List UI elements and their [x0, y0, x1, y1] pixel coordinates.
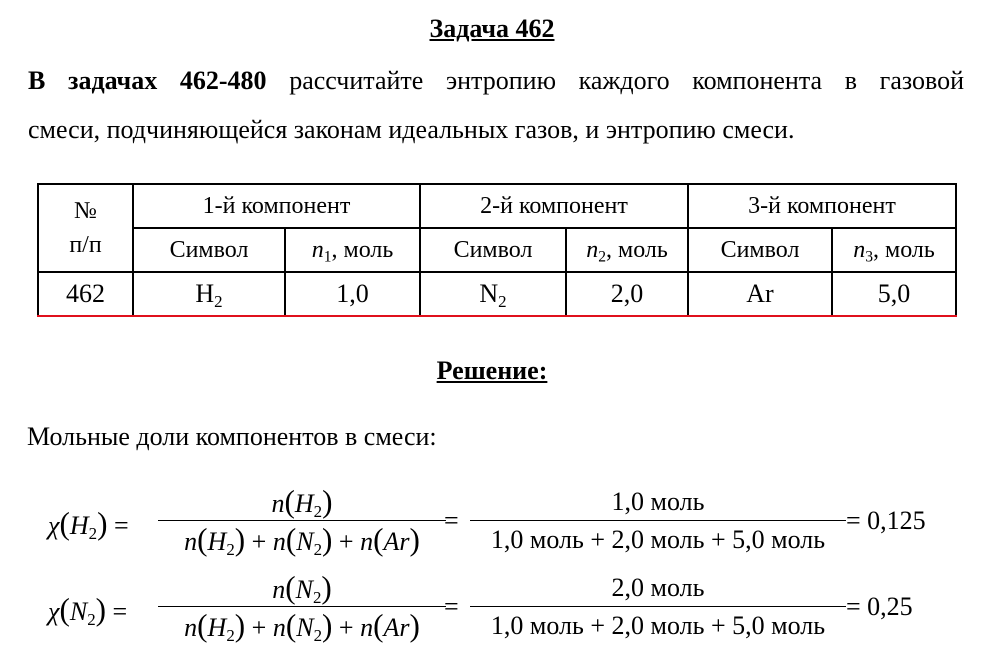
cell-symbol-1: $H_2$: [133, 272, 285, 316]
symbolic-fraction: $n(H_2)$ $n(H_2) + n(N_2) + n(Ar)$: [158, 484, 446, 557]
header-number: № п/п: [38, 184, 133, 272]
numeric-fraction: 2,0 моль 1,0 моль + 2,0 моль + 5,0 моль: [470, 570, 846, 643]
equation-result: = 0,125: [846, 506, 926, 535]
components-table: [37, 183, 957, 317]
header-amount-3: $n_3$, моль: [832, 228, 956, 272]
cell-symbol-2: $N_2$: [420, 272, 566, 316]
equation-lhs: $\chi(H_2)$ =: [48, 506, 129, 544]
cell-symbol-3: Ar: [688, 272, 832, 316]
task-statement-line-2: смеси, подчиняющейся законам идеальных газов, и энтропию смеси.: [28, 115, 795, 144]
cell-amount-1: 1,0: [285, 272, 420, 316]
numeric-fraction: 1,0 моль 1,0 моль + 2,0 моль + 5,0 моль: [470, 484, 846, 557]
equation-mole-fraction-n2: [48, 570, 968, 650]
header-component-2: 2-й компонент: [420, 184, 688, 228]
header-symbol-2: Символ: [420, 228, 566, 272]
cell-amount-2: 2,0: [566, 272, 688, 316]
task-range-bold: В задачах 462-480: [28, 66, 267, 95]
solution-title: Решение:: [436, 356, 548, 385]
equals-sign: =: [444, 506, 459, 535]
equation-result: = 0,25: [846, 592, 913, 621]
equals-sign: =: [444, 592, 459, 621]
header-amount-1: $n_1$, моль: [285, 228, 420, 272]
cell-amount-3: 5,0: [832, 272, 956, 316]
equation-mole-fraction-h2: [48, 484, 968, 564]
task-title: Задача 462: [429, 14, 555, 43]
task-statement-line-1: [28, 66, 964, 96]
header-symbol-1: Символ: [133, 228, 285, 272]
task-statement-text: рассчитайте энтропию каждого компонента в газовой: [289, 66, 964, 95]
header-component-1: 1-й компонент: [133, 184, 420, 228]
table-row: [38, 272, 956, 316]
solution-intro: Мольные доли компонентов в смеси:: [27, 422, 437, 451]
symbolic-fraction: $n(N_2)$ $n(H_2) + n(N_2) + n(Ar)$: [158, 570, 446, 643]
equation-lhs: $\chi(N_2)$ =: [48, 592, 128, 630]
cell-number: 462: [38, 272, 133, 316]
header-amount-2: $n_2$, моль: [566, 228, 688, 272]
header-symbol-3: Символ: [688, 228, 832, 272]
header-component-3: 3-й компонент: [688, 184, 956, 228]
